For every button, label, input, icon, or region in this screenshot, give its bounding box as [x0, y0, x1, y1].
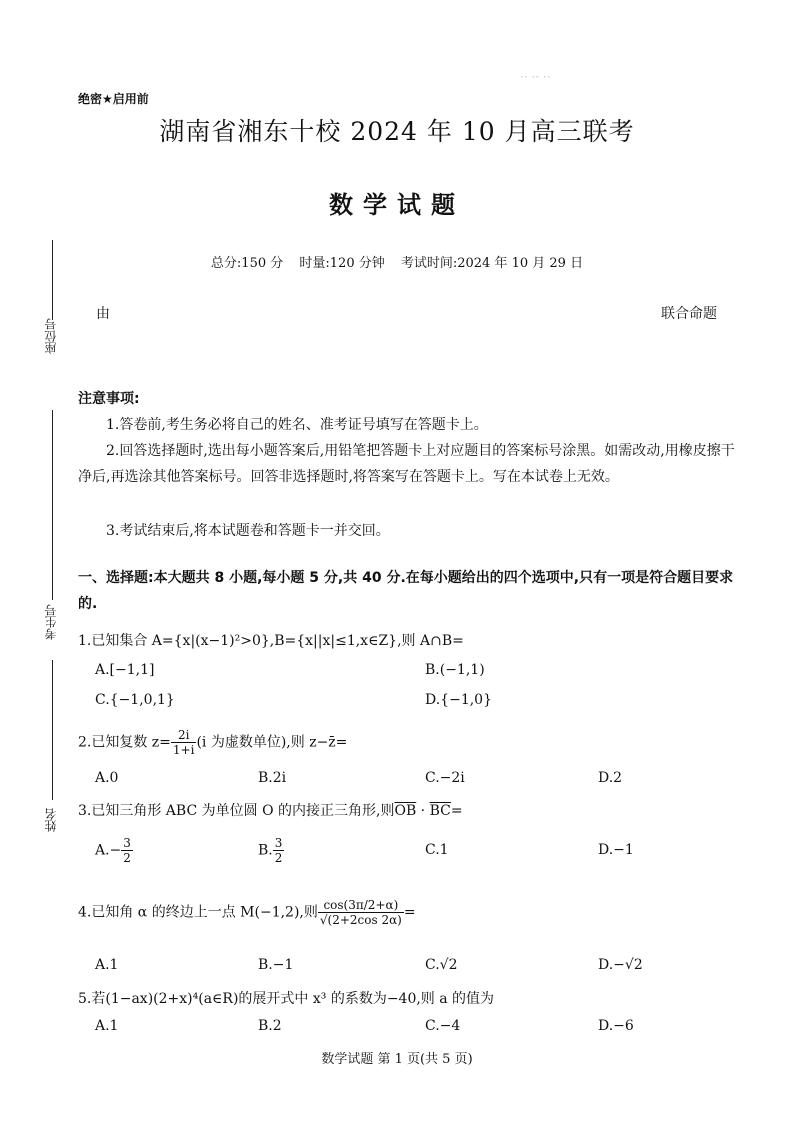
question-3-stem-post: =	[450, 803, 463, 819]
organizer-left: 由	[96, 306, 110, 322]
question-3-option-c: C.1	[425, 842, 449, 858]
fraction-numerator: cos(3π/2+α)	[318, 898, 404, 913]
fraction-numerator: 3	[123, 836, 131, 850]
question-4-option-c: C.√2	[425, 957, 458, 973]
exam-time: 考试时间:2024 年 10 月 29 日	[400, 256, 584, 271]
secret-mark: 绝密★启用前	[78, 92, 149, 106]
fraction-numerator: 3	[274, 836, 283, 850]
exam-no-label: 考生号	[44, 604, 58, 640]
note-item: 3.考试结束后,将本试题卷和答题卡一并交回。	[106, 523, 390, 539]
question-2-option-d: D.2	[598, 770, 623, 786]
question-5-stem: 5.若(1−ax)(2+x)⁴(a∈R)的展开式中 x³ 的系数为−40,则 a 的值为	[78, 991, 495, 1007]
question-5-option-c: C.−4	[425, 1018, 461, 1034]
seat-label: 座位号	[44, 318, 58, 354]
fraction-numerator: 2i	[171, 728, 197, 743]
duration: 时量:120 分钟	[299, 256, 385, 271]
vector-ob: $\overline{OB}$	[394, 803, 417, 819]
bleed-through-text: ·· ·· ··	[520, 70, 551, 84]
fraction-denominator: 2	[274, 851, 283, 865]
question-5-option-b: B.2	[258, 1018, 282, 1034]
question-5-option-a: A.1	[95, 1018, 119, 1034]
question-2-option-a: A.0	[95, 770, 119, 786]
fraction-denominator: 1+i	[172, 743, 195, 757]
exam-no-line	[52, 410, 53, 600]
question-2-stem-pre: 2.已知复数 z=	[78, 734, 171, 751]
fraction-denominator: √(2+2cos 2α)	[319, 913, 402, 927]
question-4-fraction	[318, 898, 404, 927]
question-3-stem-pre: 3.已知三角形 ABC 为单位圆 O 的内接正三角形,则	[78, 803, 395, 819]
question-5-option-d: D.−6	[598, 1018, 634, 1034]
question-2-stem	[78, 728, 742, 757]
fraction-denominator: 2	[123, 851, 131, 865]
name-label: 姓名	[44, 808, 58, 832]
note-item: 2.回答选择题时,选出每小题答案后,用铅笔把答题卡上对应题目的答案标号涂黑。如需改动,用橡皮擦干净后,再选涂其他答案标号。回答非选择题时,将答案写在答题卡上。写在本试卷上无效。	[78, 443, 735, 485]
question-4-stem-pre: 4.已知角 α 的终边上一点 M(−1,2),则	[78, 904, 318, 921]
question-4-stem	[78, 898, 742, 927]
subject-title: 数学试题	[329, 191, 465, 219]
question-1-option-c: C.{−1,0,1}	[95, 692, 175, 708]
question-1-option-b: B.(−1,1)	[425, 662, 485, 678]
question-2-stem-post: (i 为虚数单位),则 z−z̄=	[196, 734, 348, 751]
dot-operator: ·	[416, 803, 430, 819]
option-label: B.	[258, 842, 273, 859]
page-title: 湖南省湘东十校 2024 年 10 月高三联考	[159, 117, 635, 146]
option-label: A.−	[95, 842, 122, 859]
question-2-fraction	[171, 728, 197, 757]
seat-line	[52, 240, 53, 320]
question-2-option-c: C.−2i	[425, 770, 465, 786]
question-1-option-a: A.[−1,1]	[95, 662, 155, 678]
question-2-option-b: B.2i	[258, 770, 287, 786]
notes-heading: 注意事项:	[78, 391, 140, 407]
question-4-option-d: D.−√2	[598, 957, 643, 973]
name-line	[52, 660, 53, 800]
vector-bc: $\overline{BC}$	[429, 803, 451, 819]
organizer-right: 联合命题	[661, 306, 717, 322]
section-heading: 一、选择题:本大题共 8 小题,每小题 5 分,共 40 分.在每小题给出的四个选项中,只有一项是符合题目要求的.	[78, 570, 734, 612]
exam-meta	[0, 252, 794, 271]
question-3-stem	[78, 800, 742, 820]
page-footer: 数学试题 第 1 页(共 5 页)	[321, 1052, 473, 1067]
total-score: 总分:150 分	[210, 256, 284, 271]
question-4-option-b: B.−1	[258, 957, 294, 973]
question-3-option-d: D.−1	[598, 842, 634, 858]
question-3-option-a	[95, 836, 133, 865]
question-4-option-a: A.1	[95, 957, 119, 973]
question-1-option-d: D.{−1,0}	[425, 692, 492, 708]
question-3-option-b	[258, 836, 284, 865]
question-4-stem-post: =	[403, 904, 416, 921]
note-item: 1.答卷前,考生务必将自己的姓名、准考证号填写在答题卡上。	[106, 417, 488, 433]
question-1-stem: 1.已知集合 A={x|(x−1)²>0},B={x||x|≤1,x∈Z},则 A∩B=	[78, 633, 464, 649]
